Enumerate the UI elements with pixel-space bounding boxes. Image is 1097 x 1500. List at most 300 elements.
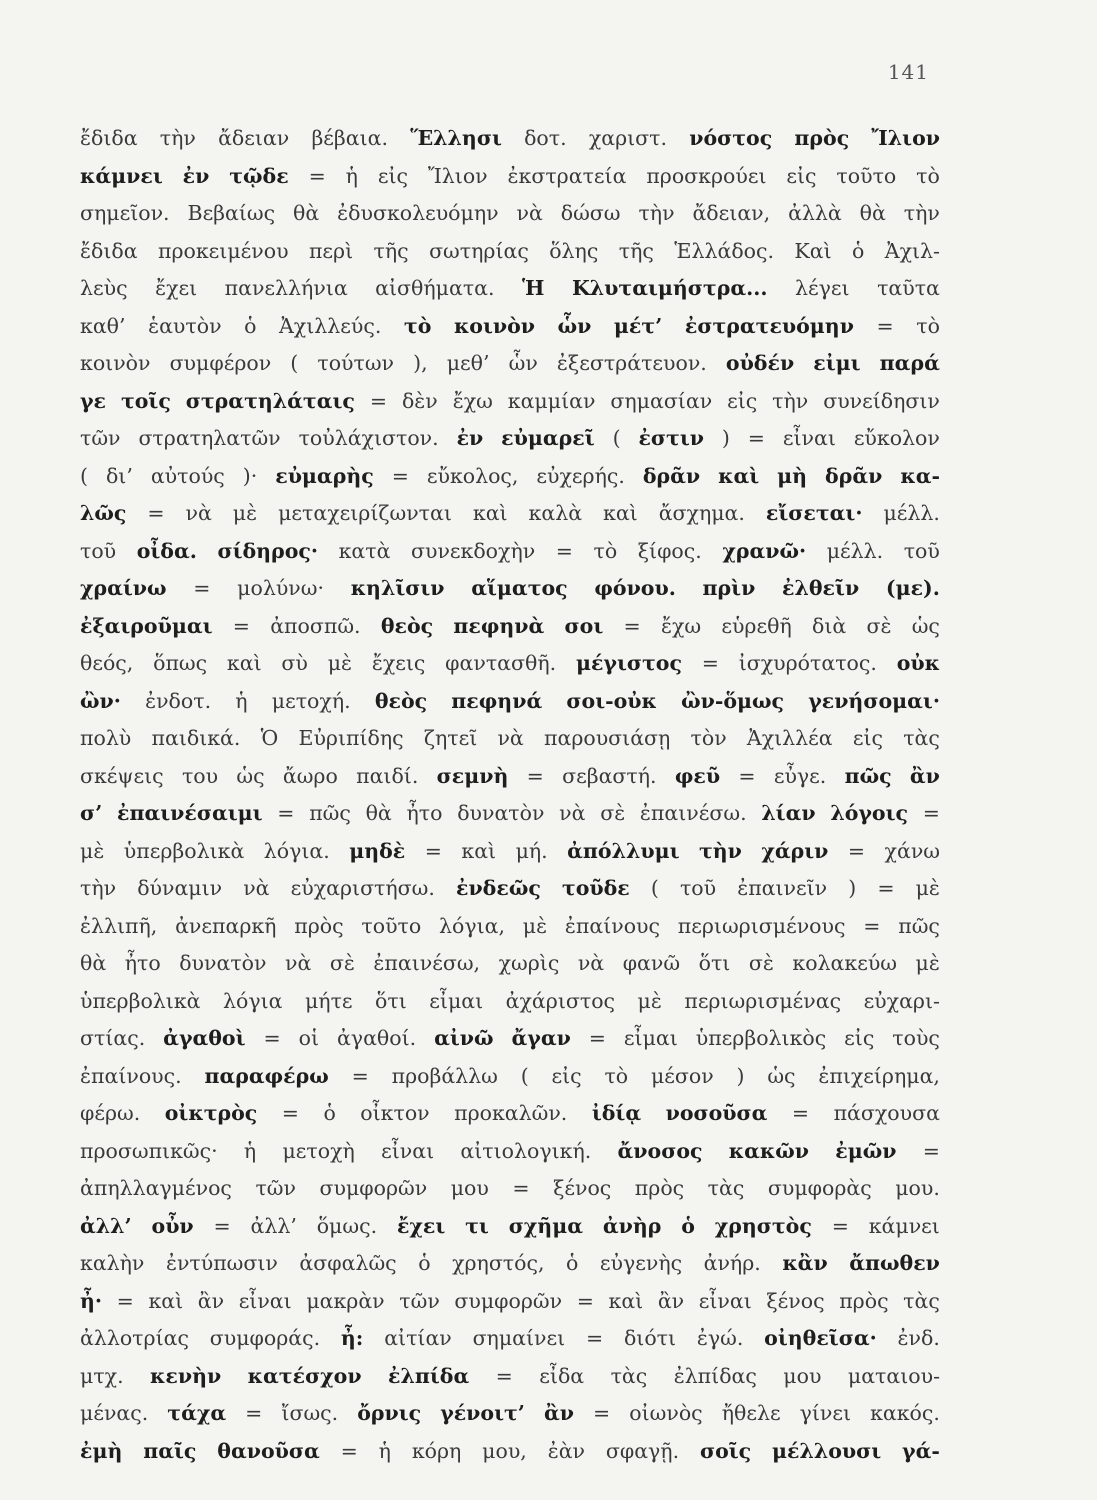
- word: ἦτο: [124, 951, 161, 975]
- word: τὴν: [903, 201, 940, 225]
- word: συμφοράς.: [209, 1326, 321, 1350]
- word: ἐπαινέσω,: [373, 951, 481, 975]
- word: (: [612, 426, 621, 450]
- word: καὶ: [148, 1288, 184, 1313]
- word: τοῦ: [903, 538, 940, 563]
- word: ἡ: [378, 1438, 391, 1463]
- word: ἐγώ.: [696, 1326, 744, 1350]
- word: μου: [450, 1176, 489, 1200]
- word: κολακεύω: [792, 951, 898, 975]
- word: =: [701, 651, 719, 675]
- word: ὑπερβολικὰ: [123, 838, 245, 863]
- lemma-word: λίαν: [761, 801, 816, 825]
- lemma-word: ἦ:: [340, 1326, 364, 1350]
- word: ἔχω: [452, 388, 493, 413]
- word: =: [213, 1213, 231, 1238]
- word: τοῦ: [80, 538, 117, 563]
- word: σημασίαν: [610, 388, 713, 413]
- lemma-word: πῶς: [844, 763, 892, 788]
- lemma-word: κοινὸν: [453, 313, 536, 338]
- word: ξίφος.: [637, 538, 702, 563]
- word: =: [263, 1026, 281, 1050]
- word: εἶναι: [698, 1288, 752, 1313]
- word: ἂν: [657, 1288, 685, 1313]
- text-line: [80, 870, 940, 908]
- word: τῶν: [80, 426, 121, 450]
- word: δι’: [105, 463, 133, 488]
- lemma-word: χάριν: [761, 838, 829, 863]
- word: εὐχαριστήσω.: [290, 876, 435, 900]
- word: χρηστός,: [452, 1251, 545, 1275]
- word: τὸ: [604, 1063, 629, 1088]
- text-line: [80, 908, 940, 946]
- word: τὴν: [80, 876, 117, 900]
- word: ὁ: [852, 238, 865, 263]
- lemma-word: γένοιτ’: [440, 1401, 525, 1425]
- word: =: [863, 913, 881, 938]
- word: ἐντύπωσιν: [165, 1251, 278, 1275]
- word: ὡς: [767, 1063, 796, 1088]
- lemma-word: τοῖς: [120, 388, 171, 413]
- lemma-word: ἀνὴρ: [602, 1213, 662, 1238]
- lemma-word: σοι-οὐκ: [566, 688, 657, 713]
- word: εὔκολος,: [426, 463, 519, 488]
- word: τῆς: [373, 238, 409, 263]
- word: ἐνδοτ.: [145, 688, 212, 713]
- word: χωρὶς: [498, 951, 560, 975]
- word: τοὐλάχιστον.: [298, 426, 439, 450]
- lemma-word: λῶς: [80, 501, 127, 525]
- word: μου: [783, 1363, 822, 1388]
- word: περὶ: [308, 238, 354, 263]
- lemma-word: ἐλπίδα: [388, 1363, 470, 1388]
- word: εἰς: [844, 1026, 875, 1050]
- word: οἱ: [298, 1026, 320, 1050]
- word: ὑπερβολικὰ: [80, 988, 201, 1013]
- lemma-word: Κλυταιμήστρα...: [571, 276, 768, 300]
- word: =: [747, 426, 765, 450]
- word: του: [181, 763, 219, 788]
- lemma-word: γε: [80, 388, 106, 413]
- lemma-word: τάχα: [167, 1401, 227, 1425]
- word: γίνει: [799, 1401, 852, 1425]
- word: σὲ: [600, 801, 626, 825]
- text-line: [80, 1020, 940, 1058]
- word: καὶ: [603, 501, 638, 525]
- word: ὁ: [244, 313, 257, 338]
- lemma-word: τοῦδε: [561, 876, 630, 900]
- word: (: [650, 876, 659, 900]
- lemma-word: μέλλουσι: [772, 1438, 882, 1463]
- lemma-word: πρὸς: [794, 126, 850, 150]
- word: τῶν: [399, 1288, 440, 1313]
- lemma-word: ἐν: [456, 426, 484, 450]
- word: τὴν: [159, 126, 196, 150]
- lemma-word: πεφηνὰ: [453, 613, 545, 638]
- word: ἰσχυρότατος.: [738, 651, 877, 675]
- word: θὰ: [859, 201, 886, 225]
- text-line: [80, 458, 940, 496]
- word: =: [512, 1176, 530, 1200]
- word: συμφορὰς: [767, 1176, 872, 1200]
- lemma-word: ἄνοσος: [617, 1138, 703, 1163]
- text-line: [80, 420, 940, 458]
- word: ἀγαθοί.: [336, 1026, 417, 1050]
- word: Εὐριπίδης: [298, 726, 404, 750]
- word: μέσον: [650, 1063, 714, 1088]
- lemma-word: κακῶν: [728, 1138, 810, 1163]
- word: δώσω: [560, 201, 621, 225]
- word: προσωπικῶς·: [80, 1138, 218, 1163]
- lemma-word: καὶ: [718, 463, 760, 488]
- text-line: [80, 158, 940, 196]
- text-line: [80, 983, 940, 1021]
- word: ἐξεστράτευον.: [556, 351, 707, 375]
- word: προβάλλω: [391, 1063, 498, 1088]
- word: στρατηλατῶν: [138, 426, 281, 450]
- word: συμφορῶν: [454, 1288, 563, 1313]
- word: θὰ: [293, 201, 320, 225]
- word: τοῦ: [679, 876, 717, 900]
- word: σὲ: [866, 613, 892, 638]
- text-line: [80, 383, 940, 421]
- word: τὰς: [707, 1176, 745, 1200]
- word: σημαίνει: [472, 1326, 566, 1350]
- word: ἀπηλλαγμένος: [80, 1176, 232, 1200]
- text-line: [80, 1395, 940, 1433]
- lemma-word: Ἕλλησι: [410, 126, 502, 150]
- lemma-word: νοσοῦσα: [665, 1101, 768, 1125]
- word: ): [848, 876, 857, 900]
- word: προκαλῶν.: [454, 1101, 568, 1125]
- lemma-word: οἶδα.: [136, 538, 197, 563]
- word: μέλλ.: [883, 501, 940, 525]
- word: λόγια,: [439, 913, 505, 938]
- word: θὰ: [80, 951, 107, 975]
- lemma-word: οὖν: [151, 1213, 194, 1238]
- lemma-word: τι: [465, 1213, 489, 1238]
- lemma-word: ὁ: [681, 1213, 695, 1238]
- lemma-word: Ἴλιον: [871, 126, 940, 150]
- word: εἰς: [786, 163, 817, 188]
- lemma-word: θανοῦσα: [217, 1438, 320, 1463]
- lemma-word: κα-: [900, 463, 940, 488]
- text-line: [80, 645, 940, 683]
- word: παιδί.: [356, 763, 419, 788]
- word: ἐπαίνους: [564, 913, 660, 938]
- word: ἀχάριστος: [505, 988, 616, 1013]
- word: περιωρισμένας: [684, 988, 842, 1013]
- word: ): [736, 1063, 745, 1088]
- word: μου,: [482, 1438, 527, 1463]
- text-line: [80, 758, 940, 796]
- lemma-word: χραίνω: [80, 576, 167, 600]
- word: εἰς: [727, 388, 758, 413]
- word: ὅμως.: [316, 1213, 378, 1238]
- lemma-word: Ἡ: [522, 276, 545, 300]
- word: =: [147, 501, 165, 525]
- lemma-word: κηλῖσιν: [350, 576, 445, 600]
- word: τοὺς: [892, 1026, 940, 1050]
- lemma-word: σ’: [80, 801, 103, 825]
- word: =: [116, 1288, 134, 1313]
- lemma-word: χρηστὸς: [714, 1213, 812, 1238]
- lemma-word: οἰηθεῖσα·: [764, 1326, 877, 1350]
- word: νὰ: [559, 801, 586, 825]
- lemma-word: κενὴν: [150, 1363, 222, 1388]
- word: ὅτι: [375, 988, 407, 1013]
- text-line: [80, 345, 940, 383]
- word: ξένος: [766, 1288, 825, 1313]
- word: ἔχει: [155, 276, 198, 300]
- word: ἔχεις: [371, 651, 426, 675]
- word: ἄδειαν,: [692, 201, 771, 225]
- word: ὑπερβολικὸς: [695, 1026, 827, 1050]
- lemma-word: εἴσεται·: [765, 501, 863, 525]
- word: προσκρούει: [646, 163, 767, 188]
- word: ἴσως.: [281, 1401, 339, 1425]
- word: τοῦτο: [361, 913, 422, 938]
- lemma-word: πρὶν: [702, 576, 756, 600]
- word: μὲ: [522, 913, 548, 938]
- word: (: [80, 463, 88, 488]
- lemma-word: ἄπωθεν: [849, 1251, 940, 1275]
- lemma-word: ὄρνις: [357, 1401, 422, 1425]
- word: θεός,: [80, 651, 134, 675]
- word: =: [738, 763, 756, 788]
- lemma-word: ἀπόλλυμι: [567, 838, 680, 863]
- lemma-word: δρᾶν: [642, 463, 701, 488]
- word: ἐνδ.: [897, 1326, 940, 1350]
- lemma-word: σεμνὴ: [436, 763, 509, 788]
- lemma-word: σοῖς: [699, 1438, 752, 1463]
- word: συνεκδοχὴν: [410, 538, 536, 563]
- word: μὲ: [637, 988, 662, 1013]
- commentary-text: [80, 120, 940, 1470]
- lemma-word: ἰδίᾳ: [591, 1101, 642, 1125]
- lemma-word: χρανῶ·: [722, 538, 807, 563]
- word: Καὶ: [794, 238, 832, 263]
- word: τὸ: [916, 313, 940, 338]
- word: κάμνει: [868, 1213, 940, 1238]
- word: μέλλ.: [826, 538, 884, 563]
- word: θὰ: [365, 801, 392, 825]
- word: =: [369, 388, 388, 413]
- word: σωτηρίας: [429, 238, 529, 263]
- word: αἰτίαν: [384, 1326, 452, 1350]
- text-line: [80, 833, 940, 871]
- word: λεὺς: [80, 276, 128, 300]
- word: τὸ: [916, 163, 940, 188]
- lemma-word: οἰκτρὸς: [164, 1101, 258, 1125]
- word: συμφορῶν: [319, 1176, 428, 1200]
- word: ἡ: [235, 688, 248, 713]
- word: ὁ: [323, 1101, 336, 1125]
- word: πῶς: [898, 913, 940, 938]
- text-line: [80, 533, 940, 571]
- lemma-word: ἐμὴ: [80, 1438, 123, 1463]
- word: (: [520, 1063, 529, 1088]
- word: =: [424, 838, 442, 863]
- word: δοτ.: [524, 126, 567, 150]
- text-line: [80, 1058, 940, 1096]
- word: =: [555, 538, 573, 563]
- word: =: [495, 1363, 513, 1388]
- word: οἶκτον: [360, 1101, 430, 1125]
- lemma-word: ἀλλ’: [80, 1213, 132, 1238]
- word: καλὰ: [528, 501, 583, 525]
- word: πρὸς: [294, 913, 344, 938]
- lemma-word: κατέσχον: [247, 1363, 362, 1388]
- word: καὶ: [608, 1288, 644, 1313]
- word: ἄδειαν: [218, 126, 290, 150]
- lemma-word: νόστος: [689, 126, 773, 150]
- word: νὰ: [497, 726, 524, 750]
- word: εἶδα: [539, 1363, 585, 1388]
- word: δύναμιν: [137, 876, 223, 900]
- text-line: [80, 1208, 940, 1246]
- word: =: [922, 801, 940, 825]
- word: παιδικά.: [151, 726, 241, 750]
- lemma-word: μέτ’: [613, 313, 663, 338]
- lemma-word: ἦ·: [80, 1288, 103, 1313]
- word: =: [576, 1288, 594, 1313]
- word: ἐλλιπῆ,: [80, 913, 158, 938]
- word: κακός.: [870, 1401, 940, 1425]
- word: εὔκολον: [853, 426, 940, 450]
- lemma-word: τῷδε: [229, 163, 289, 188]
- lemma-word: ὢν·: [80, 688, 121, 713]
- word: κόρη: [411, 1438, 462, 1463]
- word: =: [877, 876, 895, 900]
- lemma-word: οὐκ: [896, 651, 940, 675]
- word: ἀνεπαρκῆ: [175, 913, 277, 938]
- lemma-word: γενήσομαι·: [808, 688, 940, 713]
- word: νὰ: [185, 501, 212, 525]
- lemma-word: (με).: [885, 576, 940, 600]
- word: ),: [413, 351, 428, 375]
- text-line: [80, 195, 940, 233]
- text-line: [80, 1433, 940, 1471]
- word: Ἀχιλλεύς.: [279, 313, 382, 338]
- lemma-word: κἂν: [782, 1251, 828, 1275]
- lemma-word: ἐλθεῖν: [782, 576, 860, 600]
- word: ἀλλοτρίας: [80, 1326, 189, 1350]
- word: μὲ: [80, 838, 105, 863]
- word: Ἑλλάδος.: [674, 238, 775, 263]
- word: βέβαια.: [311, 126, 389, 150]
- lemma-word: παῖς: [143, 1438, 197, 1463]
- lemma-word: θεὸς: [380, 613, 434, 638]
- word: =: [876, 313, 894, 338]
- word: =: [391, 463, 409, 488]
- word: ἐὰν: [547, 1438, 585, 1463]
- lemma-word: ἀγαθοὶ: [163, 1026, 246, 1050]
- lemma-word: δρᾶν: [825, 463, 883, 488]
- lemma-word: ἂν: [909, 763, 940, 788]
- word: εὖγε.: [773, 763, 827, 788]
- text-line: [80, 608, 940, 646]
- text-line: [80, 495, 940, 533]
- word: μένας.: [80, 1401, 149, 1425]
- word: μὲ: [232, 501, 258, 525]
- word: =: [588, 1026, 606, 1050]
- word: περιωρισμένους: [677, 913, 846, 938]
- lemma-word: λόγοις: [830, 801, 908, 825]
- word: προκειμένου: [157, 238, 289, 263]
- word: ἡ: [345, 163, 358, 188]
- word: πολὺ: [80, 726, 132, 750]
- word: ἔδιδα: [80, 238, 138, 263]
- word: ὧν: [508, 351, 538, 375]
- word: διότι: [623, 1326, 677, 1350]
- lemma-word: ἐμῶν: [835, 1138, 897, 1163]
- text-line: [80, 570, 940, 608]
- word: καλὴν: [80, 1251, 145, 1275]
- word: πάσχουσα: [833, 1101, 940, 1125]
- word: τούτων: [317, 351, 395, 375]
- text-line: [80, 1170, 940, 1208]
- word: =: [526, 763, 544, 788]
- word: νὰ: [243, 876, 270, 900]
- word: εἶναι: [782, 426, 836, 450]
- lemma-word: φεῦ: [674, 763, 721, 788]
- word: ἔδιδα: [80, 126, 138, 150]
- lemma-word: αἵματος: [471, 576, 568, 600]
- word: =: [232, 613, 250, 638]
- lemma-word: ἄγαν: [511, 1026, 571, 1050]
- word: ξένος: [553, 1176, 612, 1200]
- lemma-word: ἐστρατευόμην: [684, 313, 854, 338]
- word: μὲ: [327, 651, 353, 675]
- word: =: [245, 1401, 263, 1425]
- word: ἐλπίδας: [673, 1363, 757, 1388]
- text-line: [80, 1283, 940, 1321]
- word: λόγια.: [263, 838, 330, 863]
- word: ταῦτα: [877, 276, 940, 300]
- word: Ἀχιλ-: [884, 238, 940, 263]
- word: μολύνω·: [237, 576, 324, 600]
- word: ὡς: [236, 763, 265, 788]
- word: τῶν: [255, 1176, 296, 1200]
- word: ἂν: [197, 1288, 225, 1313]
- word: δυνατὸν: [457, 801, 545, 825]
- lemma-word: μέγιστος: [575, 651, 682, 675]
- text-line: [80, 683, 940, 721]
- word: ἔχω: [660, 613, 702, 638]
- word: χαριστ.: [588, 126, 668, 150]
- word: =: [922, 1138, 940, 1163]
- text-line: [80, 795, 940, 833]
- lemma-word: εὐμαρεῖ: [501, 426, 595, 450]
- word: καὶ: [226, 651, 262, 675]
- word: ὁ: [418, 1251, 431, 1275]
- lemma-word: μηδὲ: [349, 838, 406, 863]
- word: σὺ: [281, 651, 308, 675]
- word: εἶναι: [381, 1138, 435, 1163]
- lemma-word: γά-: [902, 1438, 940, 1463]
- lemma-word: ἔχει: [396, 1213, 446, 1238]
- lemma-word: εὐμαρὴς: [275, 463, 374, 488]
- word: ματαιου-: [847, 1363, 940, 1388]
- word: αἰσθήματα.: [375, 276, 495, 300]
- word: νὰ: [577, 951, 605, 975]
- text-line: [80, 720, 940, 758]
- word: μὲ: [915, 951, 940, 975]
- lemma-word: ἐνδεῶς: [456, 876, 541, 900]
- word: εὐχαρι-: [863, 988, 940, 1013]
- word: καμμίαν: [507, 388, 596, 413]
